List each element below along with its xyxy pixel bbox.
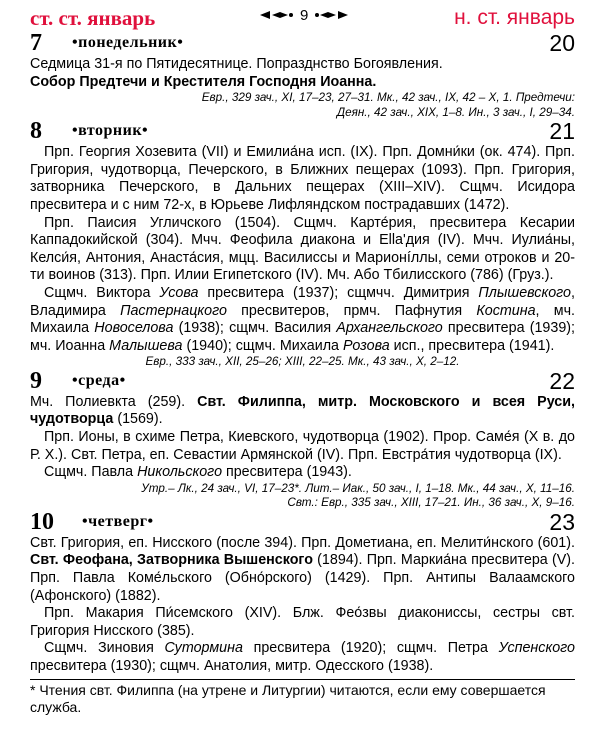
text-run: , Владимира bbox=[30, 284, 575, 319]
surname: Успенского bbox=[498, 640, 575, 657]
new-martyrs-text bbox=[30, 640, 575, 675]
weekday-name: •вторник• bbox=[72, 122, 149, 140]
page-header bbox=[30, 6, 575, 32]
day-text bbox=[30, 394, 575, 429]
day-number: 8 bbox=[30, 118, 42, 145]
text-run: (1569). bbox=[113, 411, 163, 428]
text-run: (1894). Прп. Маркиа́на пресвитера (V). Прп. Павла Коме́льского (Обно́рского) (1429). Прп. Антипы Валаамского (Афонского) (1882). bbox=[30, 552, 575, 604]
day-text: Прп. Макария Пи́семского (XIV). Блж. Фео́звы диакониссы, сестры свт. Григория Нисского (385). bbox=[30, 605, 575, 639]
new-martyrs-text bbox=[30, 285, 575, 355]
day-header bbox=[30, 367, 575, 394]
new-style-date: 20 bbox=[549, 30, 575, 56]
new-style-date: 21 bbox=[549, 118, 575, 145]
day-number: 9 bbox=[30, 367, 42, 394]
surname: Усова bbox=[159, 284, 199, 301]
readings: Утр.– Лк., 24 зач., VI, 17–23*. Лит.– Иак., 50 зач., I, 1–18. Мк., 44 зач., X, 11–16. bbox=[141, 481, 575, 495]
calendar-page bbox=[30, 6, 575, 716]
feast-title: Свт. Феофана, Затворника Вышенского bbox=[30, 552, 313, 569]
surname: Пастернацкого bbox=[120, 302, 227, 319]
text-run: Сщмч. Виктора bbox=[44, 284, 160, 301]
surname: Новоселова bbox=[94, 320, 174, 337]
day-text: Прп. Ионы, в схиме Петра, Киевского, чудотворца (1902). Прор. Саме́я (X в. до Р. Х.). Свт. Петра, еп. Севастии Армянской (IV). Прп. Евстра́тия чудотворца (IX). bbox=[30, 429, 575, 463]
day-header bbox=[30, 120, 575, 144]
text-run: пресвитера (1943). bbox=[222, 464, 352, 481]
text-run: (1940); сщмч. Михаила bbox=[182, 337, 343, 354]
footnote-divider bbox=[30, 679, 575, 680]
page-number-block bbox=[260, 7, 348, 24]
new-style-date: 22 bbox=[549, 367, 575, 394]
day-text: Прп. Паисия Угличского (1504). Сщмч. Карте́рия, пресвитера Кесарии Каппадокийской (304). Мчч. Феофила диакона и Ella'дия (IV). Мчч. Иулиа́ны, Келси́я, Антония, Анаста́сия, мцц. Василиссы и Марионíллы, семи отроков и 20-ти воинов (313). Прп. Илии Египетского (IV). Мч. Або Тбилисского (786) (Груз.). bbox=[30, 214, 575, 284]
text-run: пресвитеров, прмч. Пафнутия bbox=[226, 302, 477, 319]
day-text bbox=[30, 535, 575, 605]
new-style-month: н. ст. январь bbox=[454, 6, 575, 29]
day-text: Прп. Георгия Хозевита (VII) и Емилиа́на исп. (IX). Прп. Домни́ки (ок. 474). Прп. Григория, чудотворца, Печерского, в Ближних пещерах (1093). Прп. Григория, затворника Печерского, в Дальних пещерах (XIII–XIV). Сщмч. Исидора пресвитера и с ним 72-х, в Юрьеве Лифляндском пострадавших (1472). bbox=[30, 144, 575, 213]
surname: Костина bbox=[476, 302, 536, 319]
text-run: пресвитера (1939); мч. Иоанна bbox=[30, 320, 576, 354]
day-header bbox=[30, 508, 575, 535]
footnote: * Чтения свт. Филиппа (на утрене и Литургии) читаются, если ему совершается служба. bbox=[30, 681, 546, 715]
text-run: Сщмч. Зиновия bbox=[44, 640, 165, 657]
text-run: Мч. Полиевкта (259). bbox=[30, 393, 198, 410]
surname: Малышева bbox=[109, 337, 183, 354]
readings: Деян., 42 зач., XIX, 1–8. Ин., 3 зач., I, 29–34. bbox=[336, 105, 575, 119]
text-run: Сщмч. Павла bbox=[44, 464, 138, 481]
readings: Евр., 329 зач., XI, 17–23, 27–31. Мк., 42 зач., IX, 42 – X, 1. Предтечи: bbox=[201, 91, 575, 105]
text-run: пресвитера (1937); сщмчч. Димитрия bbox=[198, 284, 479, 301]
surname: Плышевского bbox=[478, 284, 571, 301]
ornament-left-icon bbox=[260, 7, 294, 24]
day-header bbox=[30, 32, 575, 56]
feast-title: Свт. Филиппа, митр. Московского и всея Руси, чудотворца bbox=[30, 393, 575, 428]
text-run: Свт. Григория, еп. Нисского (после 394). Прп. Дометиана, еп. Мелити́нского (601). bbox=[30, 534, 575, 551]
text-run: исп., пресвитера (1941). bbox=[389, 337, 555, 354]
page-number: 9 bbox=[300, 7, 309, 24]
text-run: (1938); сщмч. Василия bbox=[173, 320, 337, 337]
readings: Евр., 333 зач., XII, 25–26; XIII, 22–25. Мк., 43 зач., X, 2–12. bbox=[145, 355, 460, 369]
surname: Архангельского bbox=[336, 320, 443, 337]
weekday-name: •четверг• bbox=[82, 512, 154, 530]
feast-title: Собор Предтечи и Крестителя Господня Иоанна. bbox=[30, 73, 377, 90]
text-run: , мч. Михаила bbox=[30, 302, 576, 337]
day-number: 10 bbox=[30, 508, 54, 535]
weekday-name: •среда• bbox=[72, 371, 126, 389]
surname: Никольского bbox=[137, 464, 223, 481]
weekday-name: •понедельник• bbox=[72, 34, 184, 51]
text-run: пресвитера (1930); сщмч. Анатолия, митр. Одесского (1938). bbox=[30, 657, 434, 674]
day-number: 7 bbox=[30, 30, 42, 56]
day-text: Седмица 31-я по Пятидесятнице. Попразднство Богоявления. bbox=[30, 56, 443, 72]
new-style-date: 23 bbox=[549, 508, 575, 535]
readings: Свт.: Евр., 335 зач., XIII, 17–21. Ин., 36 зач., X, 9–16. bbox=[287, 496, 575, 510]
surname: Розова bbox=[342, 337, 390, 354]
surname: Сутормина bbox=[164, 640, 243, 657]
ornament-right-icon bbox=[314, 7, 348, 24]
old-style-month: ст. ст. январь bbox=[30, 6, 156, 30]
text-run: пресвитера (1920); сщмч. Петра bbox=[242, 640, 499, 657]
new-martyrs-text bbox=[30, 464, 575, 482]
